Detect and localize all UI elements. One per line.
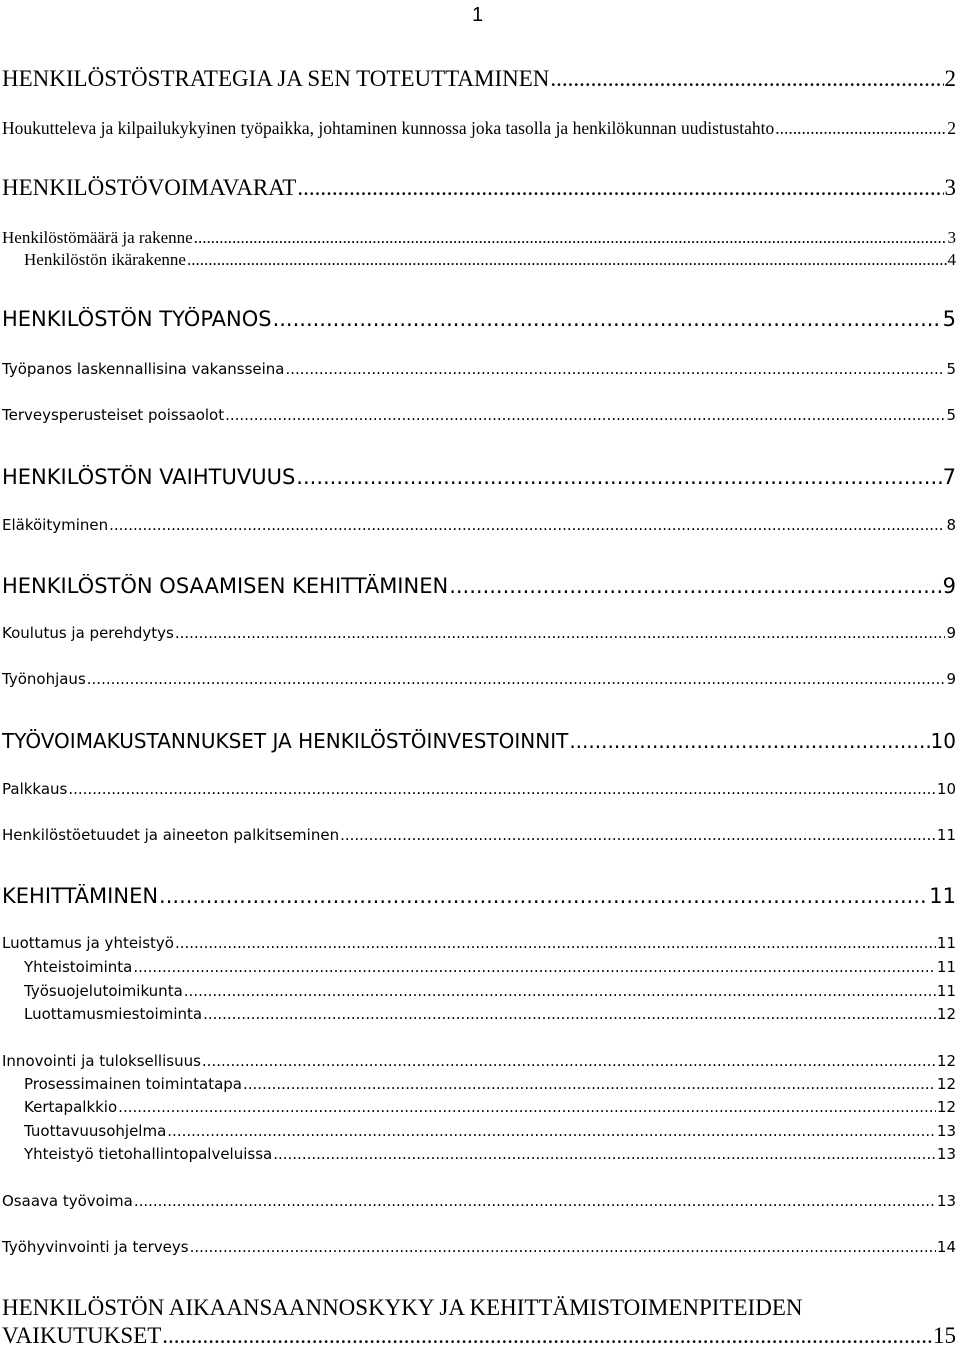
toc-entry-title: KEHITTÄMINEN [2, 884, 159, 908]
toc-entry[interactable] [2, 934, 956, 952]
toc-entry-page: 5 [946, 406, 956, 424]
toc-leader [109, 516, 945, 534]
toc-entry-page: 13 [936, 1145, 956, 1163]
toc-entry-page: 15 [933, 1323, 956, 1348]
toc-entry-title-line1[interactable]: HENKILÖSTÖN AIKAANSAANNOSKYKY JA KEHITTÄMISTOIMENPITEIDEN [2, 1295, 803, 1320]
toc-leader [243, 1075, 936, 1093]
toc-entry[interactable] [2, 1192, 956, 1210]
toc-entry-title: Työhyvinvointi ja terveys [2, 1238, 189, 1256]
toc-entry-page: 12 [936, 1005, 956, 1023]
toc-entry-title: VAIKUTUKSET [2, 1323, 162, 1348]
toc-entry-page: 11 [929, 884, 956, 908]
toc-leader [190, 1238, 936, 1256]
toc-entry[interactable] [2, 307, 956, 331]
toc-entry[interactable] [24, 1145, 956, 1163]
toc-leader [225, 406, 945, 424]
toc-entry-title: Tuottavuusohjelma [24, 1122, 167, 1140]
toc-entry-title: Innovointi ja tuloksellisuus [2, 1052, 201, 1070]
toc-entry-page: 2 [947, 118, 956, 138]
toc-entry-title: TYÖVOIMAKUSTANNUKSET JA HENKILÖSTÖINVESTOINNIT [2, 729, 569, 753]
toc-leader [187, 250, 947, 270]
toc-leader [133, 958, 936, 976]
toc-entry[interactable] [24, 1005, 956, 1023]
toc-entry[interactable] [2, 175, 956, 201]
toc-leader [569, 729, 929, 753]
toc-entry-page: 9 [946, 670, 956, 688]
toc-leader [273, 307, 942, 331]
toc-entry[interactable] [24, 1075, 956, 1093]
toc-entry-title: Osaava työvoima [2, 1192, 133, 1210]
toc-leader [297, 175, 943, 201]
toc-entry-page: 14 [936, 1238, 956, 1256]
toc-entry-page: 3 [947, 228, 956, 247]
toc-leader [273, 1145, 936, 1163]
toc-entry[interactable] [2, 228, 956, 248]
toc-entry-page: 11 [936, 934, 956, 952]
toc-entry-title: Työpanos laskennallisina vakansseina [2, 360, 285, 378]
toc-entry-title: HENKILÖSTÖN TYÖPANOS [2, 307, 272, 331]
toc-leader [167, 1122, 936, 1140]
toc-leader [118, 1098, 936, 1116]
toc-leader [184, 982, 936, 1000]
toc-entry-title: Henkilöstöetuudet ja aineeton palkitseminen [2, 826, 340, 844]
toc-entry-title: Henkilöstömäärä ja rakenne [2, 228, 193, 247]
toc-entry-page: 4 [947, 250, 956, 269]
toc-entry-title: Luottamus ja yhteistyö [2, 934, 174, 952]
toc-entry[interactable] [24, 1122, 956, 1140]
toc-entry-page: 10 [930, 729, 956, 753]
toc-leader [159, 884, 928, 908]
toc-entry-title: Terveysperusteiset poissaolot [2, 406, 225, 424]
toc-entry[interactable] [2, 1323, 956, 1349]
toc-leader [175, 624, 946, 642]
toc-leader [775, 118, 946, 139]
toc-entry-page: 12 [936, 1075, 956, 1093]
toc-entry-page: 7 [942, 465, 956, 489]
toc-entry[interactable] [24, 250, 956, 270]
toc-entry[interactable] [2, 406, 956, 424]
toc-entry[interactable] [2, 516, 956, 534]
toc-entry-title: Palkkaus [2, 780, 68, 798]
toc-entry-title: HENKILÖSTÖSTRATEGIA JA SEN TOTEUTTAMINEN [2, 66, 550, 91]
toc-entry[interactable] [2, 574, 956, 598]
toc-entry[interactable] [2, 360, 956, 378]
toc-leader [162, 1323, 932, 1349]
toc-leader [175, 934, 936, 952]
toc-entry-title: Yhteistyö tietohallintopalveluissa [24, 1145, 273, 1163]
toc-entry-title: Eläköityminen [2, 516, 109, 534]
toc-leader [286, 360, 946, 378]
toc-leader [202, 1052, 936, 1070]
toc-leader [87, 670, 946, 688]
toc-entry-page: 5 [942, 307, 956, 331]
toc-leader [68, 780, 936, 798]
toc-leader [550, 66, 943, 92]
toc-entry-page: 10 [936, 780, 956, 798]
toc-entry-page: 13 [936, 1192, 956, 1210]
toc-entry-page: 11 [936, 826, 956, 844]
toc-entry-page: 13 [936, 1122, 956, 1140]
toc-entry-title: Henkilöstön ikärakenne [24, 250, 186, 269]
toc-entry-title: Yhteistoiminta [24, 958, 133, 976]
toc-entry[interactable] [24, 982, 956, 1000]
toc-entry-title: Kertapalkkio [24, 1098, 118, 1116]
toc-entry[interactable] [24, 1098, 956, 1116]
toc-entry[interactable] [2, 1238, 956, 1256]
toc-entry[interactable] [2, 465, 956, 489]
toc-entry-title: Houkutteleva ja kilpailukykyinen työpaikka, johtaminen kunnossa joka tasolla ja henkilökunnan uudistustahto [2, 118, 775, 138]
toc-entry[interactable] [2, 729, 956, 753]
toc-entry[interactable] [2, 624, 956, 642]
toc-entry-title: Työnohjaus [2, 670, 86, 688]
toc-leader [194, 228, 947, 248]
toc-leader [134, 1192, 936, 1210]
toc-entry-title: HENKILÖSTÖVOIMAVARAT [2, 175, 297, 200]
toc-entry[interactable] [2, 780, 956, 798]
toc-entry-page: 12 [936, 1052, 956, 1070]
toc-entry-page: 3 [944, 175, 956, 200]
toc-entry-title: HENKILÖSTÖN OSAAMISEN KEHITTÄMINEN [2, 574, 449, 598]
toc-entry-page: 9 [942, 574, 956, 598]
toc-entry-title: Koulutus ja perehdytys [2, 624, 174, 642]
toc-entry-page: 9 [946, 624, 956, 642]
toc-entry-page: 11 [936, 958, 956, 976]
toc-entry[interactable] [2, 66, 956, 92]
toc-entry-page: 8 [946, 516, 956, 534]
toc-leader [340, 826, 936, 844]
toc-entry[interactable] [2, 884, 956, 908]
toc-entry[interactable] [24, 958, 956, 976]
toc-leader [203, 1005, 936, 1023]
toc-entry[interactable] [2, 118, 956, 139]
toc-entry-title: HENKILÖSTÖN VAIHTUVUUS [2, 465, 296, 489]
toc-entry[interactable] [2, 1052, 956, 1070]
page-number: 1 [472, 4, 484, 26]
toc-entry-title: Luottamusmiestoiminta [24, 1005, 203, 1023]
toc-entry-title: Työsuojelutoimikunta [24, 982, 183, 1000]
toc-entry-page: 2 [944, 66, 956, 91]
toc-entry[interactable] [2, 670, 956, 688]
toc-entry-title: Prosessimainen toimintatapa [24, 1075, 242, 1093]
toc-entry[interactable] [2, 826, 956, 844]
toc-leader [296, 465, 941, 489]
toc-leader [449, 574, 941, 598]
toc-entry-page: 11 [936, 982, 956, 1000]
toc-entry-page: 5 [946, 360, 956, 378]
toc-entry-page: 12 [936, 1098, 956, 1116]
